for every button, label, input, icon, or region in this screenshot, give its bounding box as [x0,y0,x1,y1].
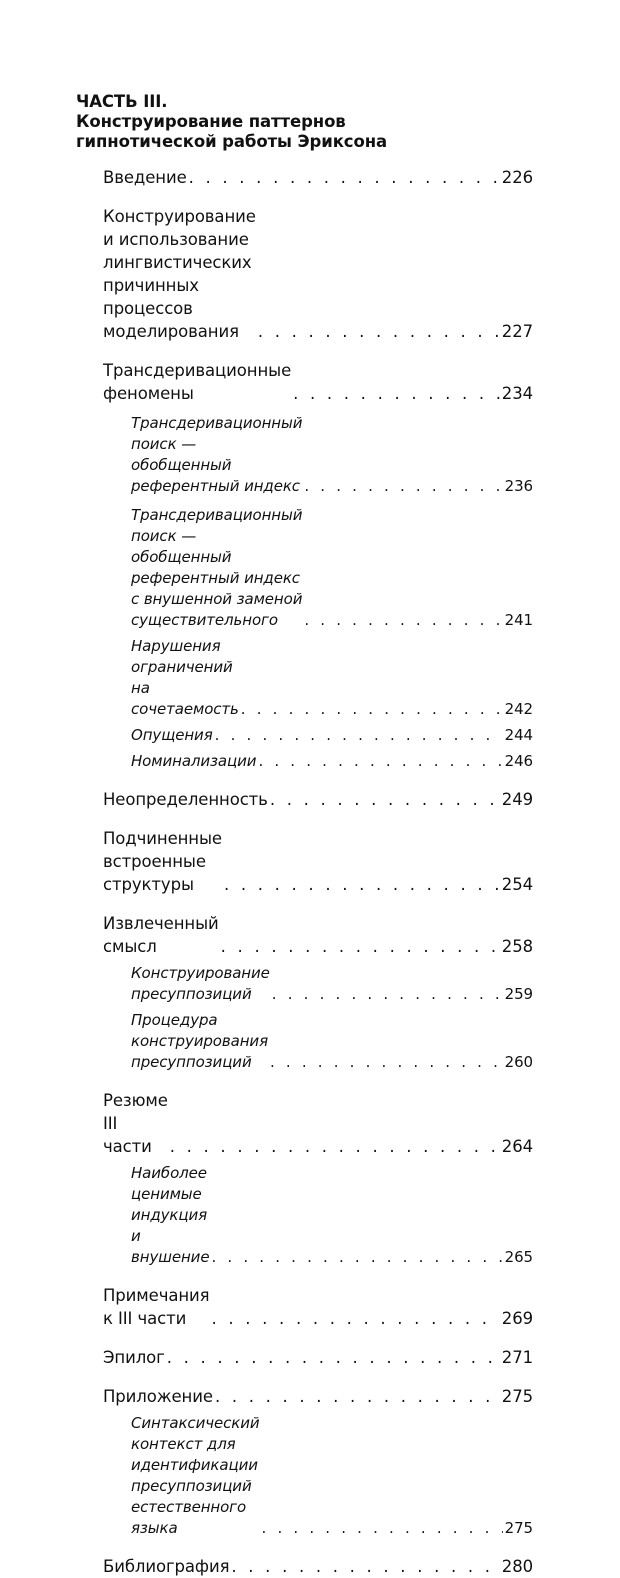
toc-entry-title: Введение [103,168,187,187]
toc-entry-title: Эпилог [103,1348,165,1367]
toc-subentry-narusheniya[interactable] [131,636,533,720]
toc-entry-konstruirovanie[interactable] [103,205,533,343]
toc-subentry-naibolee[interactable] [131,1163,533,1268]
dot-leader [221,935,500,958]
toc-entry-page: 271 [501,1348,533,1367]
toc-subentry-poisk-1[interactable] [131,413,533,497]
part-title-line-1: Конструирование паттернов [76,112,346,131]
toc-entry-page: 254 [501,875,533,894]
toc-entry-page: 242 [504,700,533,718]
dot-leader [304,610,502,631]
toc-entry-page: 264 [501,1137,533,1156]
toc-entry-neopredelennost[interactable] [103,788,533,811]
toc-entry-title: Библиография [103,1557,230,1576]
toc-entry-title: Трансдеривационные феномены [103,361,292,403]
toc-subentry-poisk-2[interactable] [131,505,533,631]
toc-entry-page: 226 [501,168,533,187]
dot-leader [304,476,502,497]
toc-entry-title: Синтаксический контекст для идентификации пресуппозиций естественного языка [131,1414,260,1537]
toc-entry-page: 259 [504,985,533,1003]
part-heading [76,92,536,152]
toc-entry-page: 246 [504,752,533,770]
toc-entry-page: 265 [504,1248,533,1266]
toc-entry-title: Наиболее ценимые индукция и внушение [131,1164,210,1266]
toc-entry-title: Примечания к III части [103,1286,210,1328]
dot-leader [241,699,503,720]
toc-entry-title: Извлеченный смысл [103,914,219,956]
toc-entry-epilog[interactable] [103,1346,533,1369]
dot-leader [189,166,500,189]
dot-leader [262,1518,503,1539]
dot-leader [211,1247,502,1268]
toc-entry-title: Конструирование пресуппозиций [131,964,270,1003]
toc-entry-podchinennye[interactable] [103,827,533,896]
toc-subentry-protsedura[interactable] [131,1010,533,1073]
toc-entry-prilozhenie[interactable] [103,1385,533,1408]
toc-entry-title: Опущения [131,726,213,744]
dot-leader [293,382,500,405]
part-label: ЧАСТЬ III. [76,92,168,111]
toc-entry-vvedenie[interactable] [103,166,533,189]
toc-entry-primechaniya[interactable] [103,1284,533,1330]
dot-leader [170,1135,500,1158]
toc-entry-title: Неопределенность [103,790,268,809]
toc-entry-title: Конструирование и использование лингвистических причинных процессов моделирования [103,207,256,341]
dot-leader [215,1385,500,1408]
toc-entry-page: 275 [501,1387,533,1406]
toc-entry-bibliografiya[interactable] [103,1555,533,1578]
dot-leader [270,788,500,811]
dot-leader [258,751,502,772]
dot-leader [215,725,503,746]
dot-leader [258,320,500,343]
toc-entry-title: Трансдеривационный поиск — обобщенный референтный индекс с внушенной заменой существительного [131,506,303,629]
dot-leader [272,984,503,1005]
toc-entry-page: 249 [501,790,533,809]
toc-entry-title: Приложение [103,1387,213,1406]
toc-entry-page: 244 [504,726,533,744]
toc-entry-rezyume[interactable] [103,1089,533,1158]
toc-entry-title: Подчиненные встроенные структуры [103,829,222,894]
dot-leader [270,1052,503,1073]
part-title-line-2: гипнотической работы Эриксона [76,132,388,151]
toc-entry-title: Резюме III части [103,1091,168,1156]
toc-entry-title: Процедура конструирования пресуппозиций [131,1011,268,1071]
toc-entry-page: 269 [501,1309,533,1328]
toc-subentry-nominalizatsii[interactable] [131,751,533,772]
toc-entry-page: 236 [504,477,533,495]
dot-leader [212,1307,500,1330]
toc-subentry-sintaksicheskii[interactable] [131,1413,533,1539]
dot-leader [167,1346,500,1369]
toc-entry-page: 227 [501,322,533,341]
toc-entry-page: 234 [501,384,533,403]
toc-entry-page: 241 [504,611,533,629]
toc-entry-page: 258 [501,937,533,956]
dot-leader [224,873,500,896]
toc-entry-title: Нарушения ограничений на сочетаемость [131,637,239,718]
toc-entry-title: Трансдеривационный поиск — обобщенный референтный индекс [131,414,303,495]
toc-entry-izvlechennyi[interactable] [103,912,533,958]
toc-entry-transderivatsionnye[interactable] [103,359,533,405]
toc-subentry-konstr-presuppozitsii[interactable] [131,963,533,1005]
toc-entry-title: Номинализации [131,752,257,770]
toc-entry-page: 280 [501,1557,533,1576]
toc-entry-page: 260 [504,1053,533,1071]
dot-leader [231,1555,499,1578]
toc-subentry-opushcheniya[interactable] [131,725,533,746]
table-of-contents [0,166,620,1578]
toc-entry-page: 275 [504,1519,533,1537]
